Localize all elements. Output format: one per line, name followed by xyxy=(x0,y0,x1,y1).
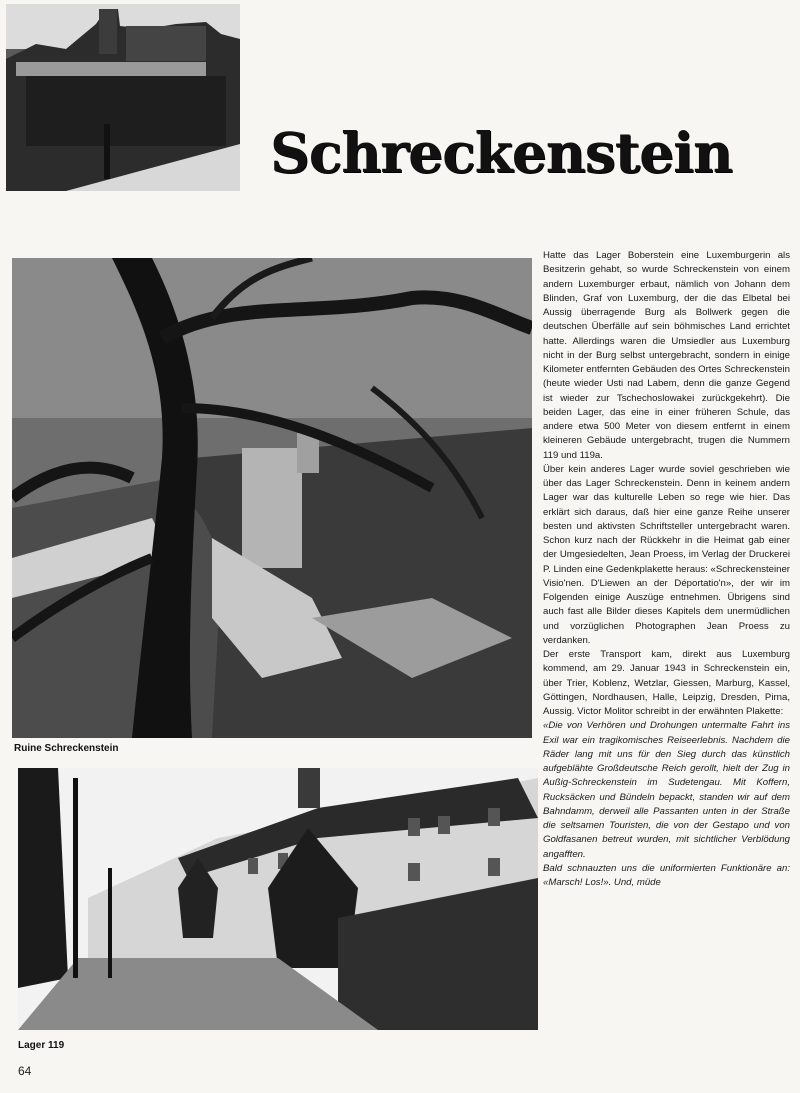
article-paragraph: Über kein anderes Lager wurde soviel geschrieben wie über das Lager Schreckenstein. Denn in keinem andern Lager war das kulturelle Leben so rege wie hier. Das erklärt sich daraus, daß hier eine ganze Reihe unserer besten und aktivsten Schriftsteller untergebracht waren. Schon kurz nach der Rückkehr in die Heimat gab einer der Umgesiedelten, Jean Proess, im Verlag der Druckerei P. Linden eine Gedenkplakette heraus: «Schreckensteiner Visio'nen. D'Liewen an der Déportatio'n», der wir im Folgenden einige Auszüge entnehmen. Übrigens sind auch fast alle Bilder dieses Kapitels dem unermüdlichen und vorzüglichen Photographen Jean Proess zu verdanken. xyxy=(543,463,790,646)
article-quote: «Die von Verhören und Drohungen untermalte Fahrt ins Exil war ein tragikomisches Reiseerlebnis. Nachdem die Räder lang mit uns für den Sieg durch das künstlich aufgeblähte Großdeutsche Reich gerollt, hielt der Zug in Außig-Schreckenstein im Sudetengau. Mit Koffern, Rucksäcken und Bündeln bepackt, standen wir auf dem Bahndamm, derweil alle Passanten unten in der Straße die seltsamen Touristen, die von der Gestapo und von Goldfasanen betreut wurden, mit sichtlicher Verblödung angafften. xyxy=(543,720,790,860)
page-title: Schreckenstein xyxy=(270,120,732,185)
lager-caption: Lager 119 xyxy=(18,1040,65,1051)
page-number: 64 xyxy=(18,1064,32,1078)
article-paragraph: Hatte das Lager Boberstein eine Luxemburgerin als Besitzerin gehabt, so wurde Schreckenstein von einem andern Luxemburger erbaut, nämlich von Johann dem Blinden, Graf von Luxemburg, der die das Elbetal bei Aussig überragende Burg als Bollwerk gegen die deutschen Überfälle auf sein böhmisches Land errichtet hatte. Allerdings waren die Umsiedler aus Luxemburg nicht in der Burg selbst untergebracht, sondern in einige Kilometer entfernten Gebäuden des Ortes Schreckenstein (heute wieder Usti nad Labem, denn die ganze Gegend ist wieder zur Tschechoslowakei zurückgekehrt). Die beiden Lager, das eine in einer früheren Schule, das andere etwa 500 Meter von diesem entfernt in einem kleineren Gebäude untergebracht, trugen die Nummern 119 und 119a. xyxy=(543,250,790,461)
castle-photo xyxy=(6,4,240,191)
ruin-caption: Ruine Schreckenstein xyxy=(14,743,119,754)
article-paragraph: Der erste Transport kam, direkt aus Luxemburg kommend, am 29. Januar 1943 in Schreckenstein ein, über Trier, Koblenz, Wetzlar, Giessen, Marburg, Kassel, Göttingen, Nordhausen, Halle, Leipzig, Dresden, Pirna, Aussig. Victor Molitor schreibt in der erwähnten Plakette: xyxy=(543,649,790,717)
article-body xyxy=(543,249,790,1043)
article-quote-continued: Bald schnauzten uns die uniformierten Funktionäre an: «Marsch! Los!». Und, müde xyxy=(543,862,790,888)
ruin-photo xyxy=(12,258,532,738)
lager-photo xyxy=(18,768,538,1030)
